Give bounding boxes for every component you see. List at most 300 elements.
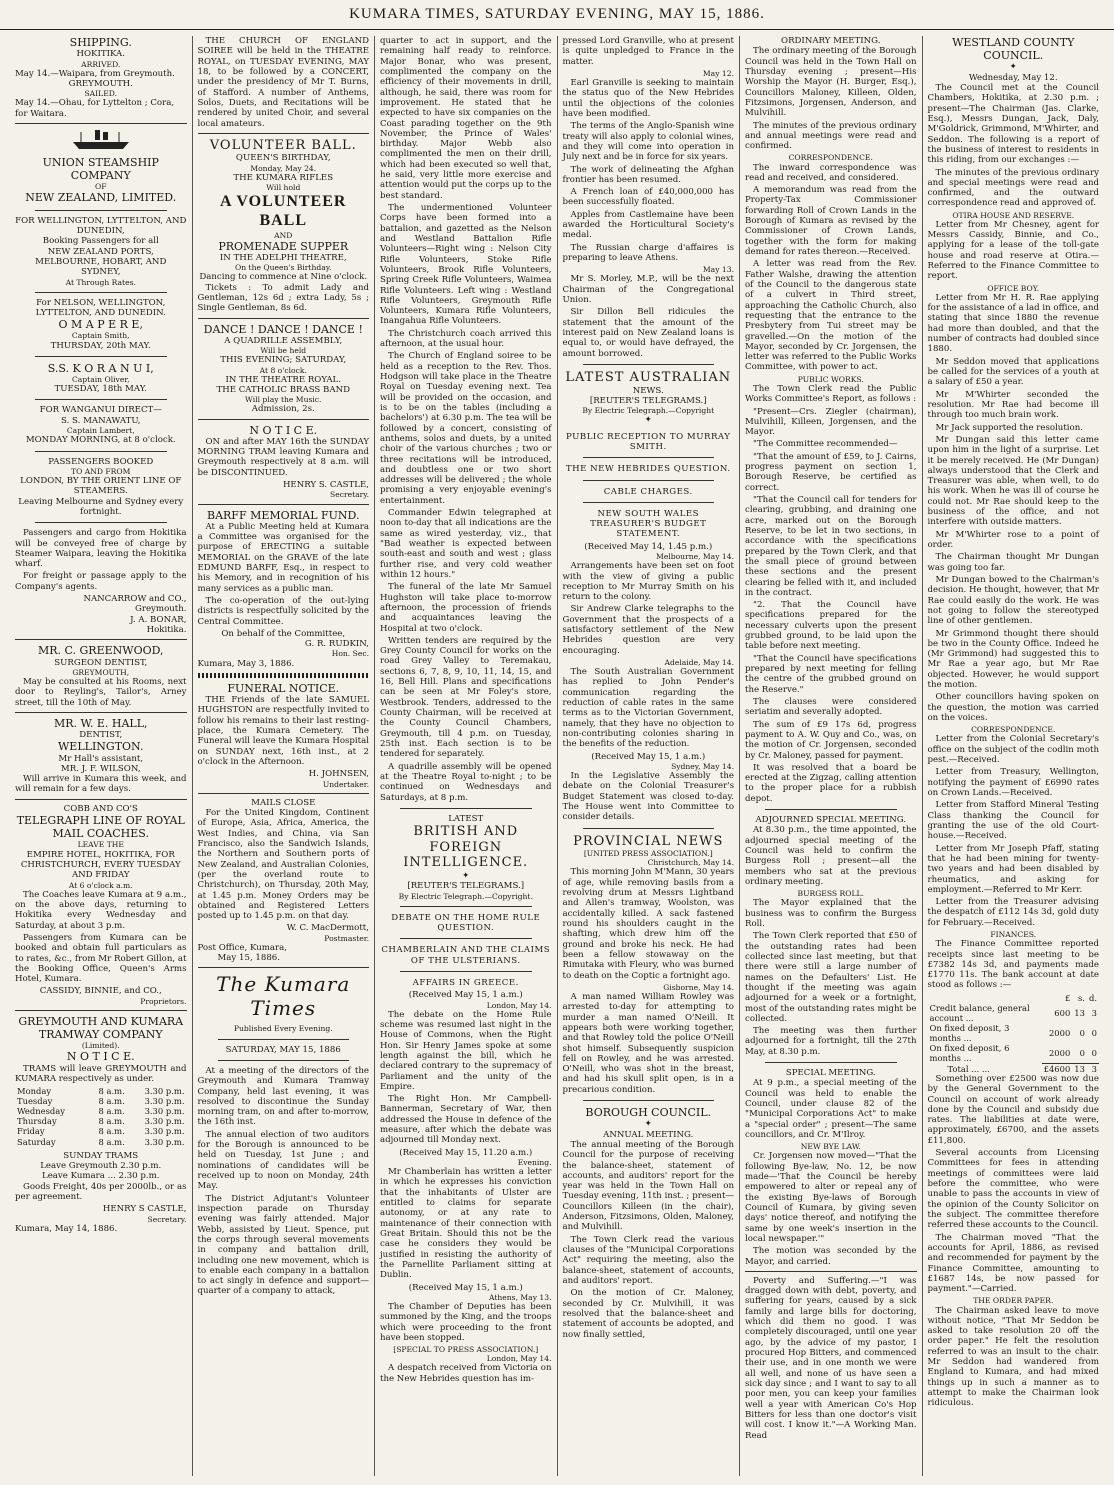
c3-coach: The Christchurch coach arrived this afternoon, at the usual hour. — [380, 328, 552, 350]
vb-tickets: Tickets : To admit Lady and Gentleman, 12s 6d ; extra Lady, 5s ; Single Gentleman, 8s 6d. — [197, 282, 369, 314]
finance-label: On fixed deposit, 3 months ... — [929, 1022, 1010, 1044]
captain-smith: Captain Smith, — [71, 331, 130, 341]
c3-bannerman: The Right Hon. Mr Campbell-Bannerman, Secretary of War, then addressed the House in defence of the measure, after which the debate was adjourned till Monday next. — [380, 1094, 552, 1146]
column-4 — [558, 36, 741, 1476]
koranui-date: TUESDAY, 18th MAY. — [54, 384, 148, 395]
c3-chamberlain: CHAMBERLAIN AND THE CLAIMS OF THE ULSTERIANS. — [381, 945, 551, 966]
finance-header-row — [928, 993, 1100, 1003]
tram-cell-p: 3.30 p.m. — [144, 1126, 185, 1137]
freight-note: For freight or passage apply to the Company's agents. — [15, 571, 187, 592]
c6-p16: Letter from Stafford Mineral Testing Class thanking the Council for granting the use of the old Court-house.—Received. — [927, 800, 1099, 842]
c5-p18: The Town Clerk reported that £50 of the outstanding rates had been collected since last meeting, but that there were still a large number of names on the Defaulters' List. He thought if the meeting was again adjourned for a week or a fortnight, most of the outstanding rates might be collected. — [745, 931, 917, 1024]
usc-wellington: FOR WELLINGTON, LYTTELTON, AND DUNEDIN, — [15, 215, 187, 236]
c3-battalion: The undermentioned Volunteer Corps have been formed into a battalion, and gazetted as the Nelson and Westland Battalion Rifle Volunteers—Right wing : Nelson City Rifle Volunteers, Stoke Rifle Volunteers, Brook Rifle Volunteers, Spring Creek Rifle Volunteers, Waimea Rifle Volunteers. Left wing : Westland Rifle Volunteers, Greymouth Rifle Volunteers, Kumara Rifle Volunteers, Inangahua Rifle Volunteers. — [380, 203, 552, 327]
c6-p11: Mr Dungan bowed to the Chairman's decision. He thought, however, that Mr Rae could easily do the work. He was not going to follow the stereotyped line of other gentlemen. — [927, 574, 1099, 627]
c4-gisborne: Gisborne, May 14. — [663, 982, 734, 992]
c5-p19: The meeting was then further adjourned for a fortnight, till the 27th May, at 8.30 p.m. — [745, 1026, 917, 1057]
c6-p1: The Council met at the Council Chambers, Hokitika, at 2.30 p.m. ; present—The Chairman (Jas. Clarke, Esq.), Messrs Dungan, Jack, Daly, M'Goldrick, Grimmond, M'Whirter, and Seddon. The following is a report of the business of interest to residents in this riding, from our exchanges :— — [927, 83, 1099, 166]
c6-p2: The minutes of the previous ordinary and special meetings were read and confirmed, and the outward correspondence read and approved of. — [927, 167, 1099, 209]
c3-received-1: (Received May 15, 1 a.m.) — [408, 990, 523, 1001]
barff-heading: BARFF MEMORIAL FUND. — [207, 508, 360, 522]
greenwood-title: MR. C. GREENWOOD, — [37, 644, 164, 658]
c3-volunteers-cont: quarter to act in support, and the remaining half ready to reinforce. Major Bonar, who was present, complimented the company on the efficiency of their movements in drill, although, he said, there was room for improvement. He stated that he expected to have six companies on the Coast parading together on the 9th November, the Prince of Wales' birthday. Major Webb also complimented the men on their drill, which had been executed so well that, he said, very little more exercise and attention would put the corps up to the best standard. — [380, 36, 552, 201]
c4-town-clerk: The Town Clerk read the various clauses of the "Municipal Corporations Act" requiring the meeting, also the balance-sheet, statement of accounts, and auditors' report. — [562, 1234, 734, 1286]
c4-afghan: The work of delineating the Afghan frontier has been resumed. — [562, 164, 734, 185]
c3-london: London, May 14. — [486, 1000, 552, 1010]
tramway-title: GREYMOUTH AND KUMARA TRAMWAY COMPANY — [18, 1014, 184, 1042]
c6-westland: WESTLAND COUNTY COUNCIL. — [952, 36, 1075, 63]
c4-news: NEWS. — [632, 385, 664, 396]
c3-chamber: The Chamber of Deputies has been summoned by the King, and the troops which were proceeding to the front have been stopped. — [380, 1301, 552, 1343]
c5-p4: A memorandum was read from the Property-Tax Commissioner forwarding Roll of Crown Lands in the Borough of Kumara as revised by the Commissioner of Crown Lands, together with the form for making demand for rates thereon.—Received. — [745, 185, 917, 258]
c6-p9: Mr M'Whirter rose to a point of order. — [927, 529, 1099, 551]
c4-maloney: On the motion of Cr. Maloney, seconded by Cr. Mulvihill, it was resolved that the balance-sheet and statement of accounts be adopted, and now finally settled, — [562, 1288, 734, 1340]
c3-quadrille: A quadrille assembly will be opened at the Theatre Royal to-night ; to be continued on Wednesdays and Saturdays, at 8 p.m. — [380, 761, 552, 803]
cobb-text-1: The Coaches leave Kumara at 9 a.m., on the above days, returning to Hokitika every Wednesday and Saturday, at about 3 p.m. — [15, 889, 187, 931]
c5-special: SPECIAL MEETING. — [785, 1068, 876, 1079]
c5-p2: The minutes of the previous ordinary and annual meetings were read and confirmed. — [745, 120, 917, 152]
castle-sign: HENRY S CASTLE, — [102, 1204, 187, 1215]
c4-cable: CABLE CHARGES. — [603, 486, 693, 497]
c4-french-loan: A French loan of £40,000,000 has been successfully floated. — [562, 187, 734, 208]
hall-wilson: MR. J. F. WILSON, — [60, 763, 141, 774]
c5-bye-law: NEW BYE LAW. — [800, 1142, 861, 1152]
c6-date: Wednesday, May 12. — [968, 72, 1058, 83]
finance-header-cell: s. — [1078, 992, 1085, 1003]
c5-p9: "That the amount of £59, to J. Cairns, progress payment on section 1, Borough Reserve, be certified as correct. — [745, 451, 917, 493]
tram-cell-p: 3.30 p.m. — [144, 1136, 185, 1147]
dance-assembly: A QUADRILLE ASSEMBLY, — [224, 335, 343, 346]
c3-copyright: By Electric Telegraph.—Copyright. — [398, 891, 533, 901]
c6-p14: Letter from the Colonial Secretary's office on the subject of the codlin moth pest.—Received. — [927, 734, 1099, 766]
mails-postmaster: Postmaster. — [324, 933, 369, 943]
arrived-line: May 14.—Waipara, from Greymouth. — [15, 68, 175, 79]
barff-cooperation: The co-operation of the out-lying districts is respectfully solicited by the Central Committee. — [197, 595, 369, 627]
tram-cell-a: 8 a.m. — [98, 1096, 125, 1107]
agent-bonar-place: Hokitika. — [146, 625, 187, 635]
mails-postmaster-name: W. C. MacDermott, — [286, 923, 369, 934]
c5-p11: "2. That the Council have specifications prepared for the necessary culverts upon the present grubbed ground, to be laid upon the table before next meeting. — [745, 600, 917, 652]
c4-apples: Apples from Castlemaine have been awarded the Horticultural Society's medal. — [562, 209, 734, 241]
local-auditors: The annual election of two auditors for the Borough is announced to be held on Tuesday, 1st June ; and nominations of candidates will be received up to noon on Monday, 24th May. — [197, 1129, 369, 1192]
sunday-greymouth: Leave Greymouth 2.30 p.m. — [40, 1160, 162, 1171]
c3-weather: Commander Edwin telegraphed at noon to-day that all indications are the same as wired yesterday, viz., that "Bad weather is expected between south-east and south and west ; glass further rise, and very cold weather within 12 hours." — [380, 508, 552, 580]
c4-divider-glyph: ✦ — [644, 415, 652, 426]
c4-received-2: (Received May 15, 1 a.m.) — [591, 751, 706, 762]
greenwood-role: SURGEON DENTIST, — [54, 657, 148, 668]
greymouth-heading: GREYMOUTH. — [68, 78, 133, 89]
c4-provincial-news: PROVINCIAL NEWS — [573, 833, 724, 849]
c3-home-rule: DEBATE ON THE HOME RULE QUESTION. — [391, 912, 541, 933]
c4-rowley: A man named William Rowley was arrested to-day for attempting to murder a man named O'Neill. It appears both were working together, and that Rowley told the police O'Neill shot himself. Subsequently suspicion fell on Rowley, and he was arrested. O'Neill, who was shot in the breast, and had his skull split open, is in a precarious condition. — [562, 991, 734, 1095]
usc-of: OF — [95, 182, 107, 192]
shipping-heading: SHIPPING. — [69, 36, 132, 49]
c5-adjourned: ADJOURNED SPECIAL MEETING. — [755, 815, 907, 826]
ornament-rule — [198, 673, 370, 678]
column-2 — [193, 36, 376, 1476]
c5-p13: The clauses were considered seriatim and severally adopted. — [745, 696, 917, 718]
finance-value: 2000 — [1048, 1028, 1071, 1039]
c5-p16: At 8.30 p.m., the time appointed, the adjourned special meeting of the Council was held to confirm the Burgess Roll ; present—all the members who sat at the previous ordinary meeting. — [745, 825, 917, 887]
arrived-label: ARRIVED. — [81, 59, 121, 69]
vb-date: Monday, May 24. — [250, 163, 317, 173]
tram-cell-d: Tuesday — [17, 1096, 53, 1107]
finance-total-value: 3 — [1087, 1063, 1099, 1074]
kumara-times-nameplate: The Kumara Times — [216, 972, 351, 1021]
c4-morley: Mr S. Morley, M.P., will be the next Chairman of the Congregational Union. — [562, 274, 734, 306]
manawatu-date: MONDAY MORNING, at 8 o'clock. — [25, 435, 176, 446]
castle-sec: Secretary. — [147, 1214, 187, 1224]
c4-clarke: Sir Andrew Clarke telegraphs to the Government that the prospects of a satisfactory settlement of the New Hebrides question are very encouraging. — [562, 604, 734, 656]
c5-p1: The ordinary meeting of the Borough Council was held in the Town Hall on Thursday evening ; present—His Worship the Mayor (H. Burger, Esq.), Councillors Maloney, Killeen, Olden, Fitzsimons, Jorgensen, Anderson, and Mulvihill. — [745, 46, 917, 119]
usc-through: At Through Rates. — [65, 277, 136, 287]
cobb-leave: LEAVE THE — [77, 840, 124, 850]
tram-notice-text: ON and after MAY 16th the SUNDAY MORNING TRAM leaving Kumara and Greymouth respectively at 8 a.m. will be DISCONTINUED. — [197, 436, 369, 478]
c5-p8: "The Committee recommended— — [753, 439, 898, 450]
tram-row — [15, 1137, 187, 1147]
c5-p6: The Town Clerk read the Public Works Committee's Report, as follows : — [745, 383, 917, 405]
finance-row — [928, 1043, 1100, 1063]
dance-heading: DANCE ! DANCE ! DANCE ! — [203, 322, 363, 336]
c4-mmann: This morning John M'Mann, 30 years of age, while removing basils from a revolving drum at Messrs Lightband and Allen's tramway, Woolston, was accidentally killed. A sack fastened round his shoulders caught in the shafting, which drew him off the ground and broke his neck. He had been a fellow stowaway on the Rimutaka with Fleury, who was burned to death on the Coptic a fortnight ago. — [562, 867, 734, 981]
column-5 — [740, 36, 923, 1476]
agent-nancarrow: NANCARROW and CO., — [83, 594, 187, 605]
tram-cell-p: 3.30 p.m. — [144, 1106, 185, 1117]
c4-russian: The Russian charge d'affaires is preparing to leave Athens. — [562, 242, 734, 264]
usc-booking: Booking Passengers for all — [42, 236, 159, 247]
c4-date-may13: May 13. — [702, 265, 734, 275]
wanganui-heading: FOR WANGANUI DIRECT— — [39, 405, 162, 416]
vb-rifles: THE KUMARA RIFLES — [233, 172, 334, 183]
c4-annual-meeting: ANNUAL MEETING. — [603, 1129, 694, 1140]
barff-behalf: On behalf of the Committee, — [221, 628, 346, 639]
tram-notice-heading: N O T I C E. — [249, 423, 318, 437]
c4-status-quo: Earl Granville is seeking to maintain the status quo of the New Hebrides until the objections of the colonies have been modified. — [562, 78, 734, 119]
c3-greece: AFFAIRS IN GREECE. — [412, 977, 519, 988]
dance-venue: IN THE THEATRE ROYAL. — [225, 374, 341, 385]
hall-role: DENTIST, — [79, 730, 123, 741]
dance-band: THE CATHOLIC BRASS BAND — [216, 384, 350, 395]
c4-copyright: By Electric Telegraph.—Copyright — [582, 406, 715, 416]
c6-p3: Letter from Mr Chesney, agent for Messrs Cassidy, Binnie, and Co., applying for a lease of the toll-gate house and road reserve at Otira.—Referred to the Finance Committee to report. — [927, 219, 1099, 282]
finance-value: 2000 — [1048, 1047, 1071, 1058]
c6-p17: Letter from Mr Joseph Pfaff, stating that he had been mining for twenty-two years and had been disabled by rheumatics, and asking for employment.—Referred to Mr Kerr. — [927, 843, 1099, 895]
mails-post-office: Post Office, Kumara, — [197, 942, 287, 953]
agent-nancarrow-place: Greymouth. — [135, 604, 187, 615]
c3-london-2: London, May 14. — [486, 1354, 552, 1364]
tram-row — [15, 1086, 187, 1096]
steamship-icon — [71, 128, 131, 152]
c5-p12: "That the Council have specifications prepared by next meeting for felling the centre of the grubbed ground on the Reserve." — [745, 653, 917, 695]
sunday-kumara: Leave Kumara ... 2.30 p.m. — [42, 1171, 160, 1182]
greenwood-place: GREYMOUTH, — [72, 667, 130, 677]
c4-divider-glyph-2: ✦ — [644, 1119, 652, 1130]
barff-rudkin: G. R. RUDKIN, — [304, 639, 369, 650]
vb-and: AND — [274, 230, 293, 240]
tram-notice-sign: HENRY S. CASTLE, — [282, 480, 369, 491]
c4-borough-council: BOROUGH COUNCIL. — [585, 1106, 712, 1120]
c6-p10: The Chairman thought Mr Dungan was going too far. — [927, 552, 1099, 573]
finance-table — [928, 993, 1100, 1074]
column-3 — [375, 36, 558, 1476]
tram-cell-a: 8 a.m. — [98, 1106, 125, 1117]
finance-header-cell: d. — [1088, 992, 1097, 1003]
tram-cell-a: 8 a.m. — [98, 1116, 125, 1127]
tram-cell-p: 3.30 p.m. — [144, 1116, 185, 1127]
tramway-limited: (Limited). — [81, 1041, 120, 1051]
tram-row — [15, 1106, 187, 1116]
c6-otira: OTIRA HOUSE AND RESERVE. — [952, 210, 1075, 220]
finance-label: Credit balance, general account ... — [929, 1002, 1030, 1023]
column-6 — [923, 36, 1105, 1476]
vb-supper: PROMENADE SUPPER — [218, 239, 349, 253]
cargo-note: Passengers and cargo from Hokitika will be conveyed free of charge by Steamer Waipara, leaving the Hokitika wharf. — [15, 528, 187, 570]
c6-p20: Something over £2500 was now due by the General Government to the Council on account of work already done by the Council and subsidy due rates. The liabilities at date were, approximately, £6700, and the assets £11,800. — [927, 1073, 1099, 1146]
tram-date: Kumara, May 14, 1886. — [15, 1223, 118, 1234]
volunteer-ball-heading: VOLUNTEER BALL. — [209, 137, 357, 153]
c3-reuters: [REUTER'S TELEGRAMS.] — [407, 881, 525, 892]
finance-label: On fixed deposit, 6 months ... — [929, 1043, 1010, 1064]
c4-reuters: [REUTER'S TELEGRAMS.] — [589, 395, 707, 406]
vb-theatre: IN THE ADELPHI THEATRE, — [219, 252, 347, 263]
tram-cell-a: 8 a.m. — [98, 1136, 125, 1147]
c4-upa: [UNITED PRESS ASSOCIATION.] — [583, 849, 713, 859]
tram-row — [15, 1126, 187, 1136]
vb-dancing: Dancing to commence at Nine o'clock. — [199, 272, 368, 283]
c6-p4: Letter from Mr H. R. Rae applying for the assistance of a lad in office, and stating that since 1880 the revenue had more than doubled, and that the number of contracts had doubled since 1880. — [927, 292, 1099, 355]
c3-debate: The debate on the Home Rule scheme was resumed last night in the House of Commons, when the Right Hon. Sir Henry James spoke at some length against the bill, which he declared contrary to the supremacy of Parliament and the unity of the Empire. — [380, 1009, 552, 1092]
captain-lambert: Captain Lambert, — [66, 426, 135, 436]
dance-admission: Admission, 2s. — [251, 404, 315, 415]
c3-british-foreign: BRITISH AND FOREIGN INTELLIGENCE. — [403, 824, 529, 871]
c5-p15: It was resolved that a board be erected at the Zigzag, calling attention to the proper place for a rubbish depot. — [745, 762, 917, 804]
tramway-notice: N O T I C E. — [66, 1050, 135, 1064]
c4-received-1: (Received May 14, 1.45 p.m.) — [584, 541, 713, 552]
cobb-title: COBB AND CO'S — [63, 803, 138, 814]
c6-correspondence: CORRESPONDENCE. — [971, 725, 1056, 735]
tram-cell-d: Thursday — [17, 1116, 57, 1127]
c4-latest-australian: LATEST AUSTRALIAN — [565, 369, 732, 385]
c4-nsw-budget: NEW SOUTH WALES TREASURER'S BUDGET STATEMENT. — [590, 508, 707, 540]
c5-p17: The Mayor explained that the business was to confirm the Burgess Roll. — [745, 898, 917, 930]
agent-bonar: J. A. BONAR, — [130, 614, 187, 625]
c5-p10: "That the Council call for tenders for clearing, grubbing, and draining one acre, marked out on the Borough Reserve, to be let in two sections, in accordance with the specifications prepared by the Town Clerk, and that the small piece of ground between these sections and the present clearing be felled with it, and included in the contract. — [745, 495, 917, 598]
c3-evening: Evening. — [517, 1158, 552, 1167]
hokitika-heading: HOKITIKA. — [76, 49, 125, 60]
c5-p5: A letter was read from the Rev. Father Walshe, drawing the attention of the Council to the dangerous state of a culvert in Third street, approaching the Catholic Church, also requesting that the entrance to the Presbytery from Tui street may be gravelled.—On the motion of the Mayor, seconded by Cr. Jorgensen, the letter was referred to the Public Works Committee, with power to act. — [745, 259, 917, 373]
masthead: KUMARA TIMES, SATURDAY EVENING, MAY 15, 1886. — [0, 6, 1114, 30]
orient-line: LONDON, BY THE ORIENT LINE OF STEAMERS. — [20, 475, 182, 497]
barff-text: At a Public Meeting held at Kumara a Committee was organised for the purpose of ERECTING a suitable MEMORIAL on the GRAVE of the late EDMUND BARFF, Esq., in respect to his Memory, and in recognition of his many services as a public man. — [197, 521, 369, 594]
hall-title: MR. W. E. HALL, — [53, 716, 148, 730]
dance-music: Will play the Music. — [245, 395, 322, 405]
c6-p19: The Finance Committee reported receipts since last meeting to be £7382 14s 3d, and payments made £1770 11s. The bank account at date stood as follows :— — [927, 939, 1099, 991]
c6-office-boy: OFFICE BOY. — [987, 283, 1040, 293]
finance-header-cell: £ — [1064, 992, 1071, 1003]
c5-p7: "Present—Crs. Ziegler (chairman), Mulvihill, Killeen, Jorgensen, and the Mayor. — [745, 406, 917, 438]
cobb-empire: EMPIRE HOTEL, HOKITIKA, FOR CHRISTCHURCH, EVERY TUESDAY AND FRIDAY — [20, 849, 181, 881]
tram-row — [15, 1096, 187, 1106]
ship-omapere: O M A P E R E, — [58, 318, 143, 332]
hall-assistant: Mr Hall's assistant, — [58, 753, 144, 764]
finance-value: 0 — [1079, 1028, 1085, 1039]
tram-cell-p: 3.30 p.m. — [144, 1086, 185, 1097]
finance-row — [928, 1023, 1100, 1043]
cobb-text-2: Passengers from Kumara can be booked and obtain full particulars as to rates, &c., from Mr Robert Gillon, at the Booking Office, Queen's Arms Hotel, Kumara. — [15, 932, 187, 985]
c4-christchurch: Christchurch, May 14. — [647, 858, 734, 868]
c6-p21: Several accounts from Licensing Committees for fees in attending meetings of committees were laid before the committee, who were unable to pass the accounts in view of the opinion of the County Solicitor on the subject. The committee therefore referred these accounts to the Council. — [927, 1148, 1099, 1231]
cobb-proprietors: CASSIDY, BINNIE, and CO., — [39, 986, 162, 997]
local-tramway: At a meeting of the directors of the Greymouth and Kumara Tramway Company, held last evening, it was resolved to discontinue the Sunday morning tram, on and after to-morrow, the 16th inst. — [197, 1065, 369, 1128]
c6-p22: The Chairman moved "That the accounts for April, 1886, as revised and recommended for payment by the Finance Committee, amounting to £1687 14s, be now passed for payment."—Carried. — [927, 1232, 1099, 1295]
finance-total-label: Total ... ... — [947, 1063, 990, 1074]
c5-burgess: BURGESS ROLL. — [797, 889, 864, 899]
c4-adelaide: Adelaide, May 14. — [664, 658, 734, 668]
finance-value: 0 — [1091, 1028, 1097, 1039]
cobb-proprietors-label: Proprietors. — [140, 996, 187, 1006]
dance-evening: THIS EVENING; SATURDAY, — [220, 355, 347, 366]
finance-total-value: 13 — [1074, 1063, 1085, 1074]
c6-p8: Mr Dungan said this letter came upon him in the light of a surprise. Let it be merely received. He (Mr Dungan) always understood that the Clerk and Treasurer was able, when well, to do his work. When he was ill of course he could not. Mr Rae should keep to the business of the office, and not interfere with outside matters. — [927, 434, 1099, 528]
usc-title-2: NEW ZEALAND, LIMITED. — [25, 191, 177, 205]
barff-date: Kumara, May 3, 1886. — [197, 658, 295, 669]
finance-total-value: £4600 — [1043, 1063, 1071, 1074]
c6-p13: Other councillors having spoken on the question, the motion was carried on the voices. — [927, 692, 1099, 724]
sailed-line: May 14.—Ohau, for Lyttelton ; Cora, for Waitara. — [15, 98, 175, 119]
c5-p3: The inward correspondence was read and received, and considered. — [745, 162, 917, 183]
c6-p15: Letter from Treasury, Wellington, notifying the payment of £6990 rates on Crown Lands.—Received. — [927, 767, 1099, 799]
funeral-text: THE Friends of the late SAMUEL HUGHSTON are respectfully invited to follow his remains to their last resting-place, the Kumara Cemetery. The Funeral will leave the Kumara Hospital on SUNDAY next, 16th inst., at 2 o'clock in the Afternoon. — [197, 695, 369, 767]
tram-row — [15, 1116, 187, 1126]
c3-athens: Athens, May 13. — [489, 1292, 552, 1302]
funeral-johnsen: H. JOHNSEN, — [308, 769, 369, 780]
finance-value: 3 — [1091, 1007, 1097, 1018]
funeral-undertaker: Undertaker. — [322, 779, 369, 789]
cobb-line: TELEGRAPH LINE OF ROYAL MAIL COACHES. — [16, 814, 185, 841]
c5-p20: At 9 p.m., a special meeting of the Council was held to enable the Council, under clause 82 of the "Municipal Corporations Act" to make a "special order" ; present—The same councillors, and Cr. M'Ilroy. — [745, 1078, 917, 1140]
c4-sydney: Sydney, May 14. — [671, 761, 734, 771]
vb-ball-title: A VOLUNTEER BALL — [220, 193, 347, 230]
c5-p21: Cr. Jorgensen now moved—"That the following Bye-law, No. 12, be now made—'That the Council be hereby empowered to alter or repeal any of the existing Bye-laws of Borough Council of Kumara, by giving seven days' notice thereof, and notifying the same by one week's insertion in the local newspaper.'" — [745, 1151, 917, 1244]
c3-funeral: The funeral of the late Mr Samuel Hughston will take place to-morrow afternoon, the procession of friends and acquaintances leaving the Hospital at two o'clock. — [380, 582, 552, 634]
hall-place: WELLINGTON. — [58, 740, 144, 754]
omapere-date: THURSDAY, 20th MAY. — [50, 340, 151, 351]
to-and-from: TO AND FROM — [71, 466, 131, 476]
cobb-time: At 6 o'clock a.m. — [68, 880, 133, 890]
c5-correspondence: CORRESPONDENCE. — [788, 153, 873, 163]
sunday-trams: SUNDAY TRAMS — [63, 1150, 139, 1161]
c6-order-paper: THE ORDER PAPER. — [973, 1296, 1054, 1306]
local-volunteers: The District Adjutant's Volunteer inspection parade on Thursday evening was fairly attended. Major Webb, assisted by Lieut. Spence, put the corps through several movements in company and battalion drill, including one new movement, which is to enable each company in a battalion to act singly in defence and support—quarter of a company to attack, — [197, 1193, 369, 1297]
usc-ports: NEW ZEALAND PORTS, MELBOURNE, HOBART, AND SYDNEY, — [35, 246, 167, 278]
vb-on-birthday: On the Queen's Birthday. — [235, 263, 332, 273]
mails-heading: MAILS CLOSE — [251, 797, 316, 808]
tram-cell-d: Friday — [17, 1126, 45, 1137]
finance-value: 13 — [1074, 1007, 1085, 1018]
church-soiree-ad: THE CHURCH OF ENGLAND SOIREE will be held in the THEATRE ROYAL, on TUESDAY EVENING, MAY 18, to be followed by a CONCERT, under the presidency of Mr T. Burns, of Stafford. A number of Anthems, Solos, Duets, and Recitations will be rendered by united Choir, and several local amateurs. — [197, 36, 369, 129]
c5-public-works: PUBLIC WORKS. — [797, 374, 864, 384]
finance-value: 0 — [1091, 1047, 1097, 1058]
tram-cell-p: 3.30 p.m. — [144, 1096, 185, 1107]
c6-p7: Mr Jack supported the resolution. — [935, 422, 1083, 433]
c6-finances: FINANCES. — [990, 930, 1037, 940]
c4-date-may12: May 12. — [702, 68, 734, 78]
tram-cell-a: 8 a.m. — [98, 1126, 125, 1137]
c5-p22: The motion was seconded by the Mayor, and carried. — [745, 1246, 917, 1267]
tram-notice-sec: Secretary. — [330, 490, 369, 500]
c4-annual-text: The annual meeting of the Borough Council for the purpose of receiving the balance-sheet, statement of accounts, and auditors' report for the year was held in the Town Hall on Tuesday evening, 11th inst. ; present—Councillors Killeen (in the chair), Anderson, Fitzsimons, Olden, Maloney, and Mulvihill. — [562, 1139, 734, 1233]
funeral-heading: FUNERAL NOTICE. — [227, 681, 340, 695]
captain-oliver: Captain Oliver, — [71, 375, 130, 385]
c6-p5: Mr Seddon moved that applications be called for the services of a youth at a salary of £50 a year. — [927, 356, 1099, 388]
c4-murray-smith: PUBLIC RECEPTION TO MURRAY SMITH. — [566, 431, 731, 452]
ship-manawatu: S. S. MANAWATU, — [60, 415, 141, 426]
mails-date: May 15, 1886. — [217, 953, 281, 964]
c6-p18: Letter from the Treasurer advising the despatch of £112 14s 3d, gold duty for February.—Received. — [927, 897, 1099, 928]
c5-p14: The sum of £9 17s 6d, progress payment to A. W. Quy and Co., was, on the motion of Cr. Jorgensen, seconded by Cr. Maloney, passed for payment. — [745, 719, 917, 761]
c3-latest: LATEST — [448, 813, 484, 824]
finance-value: 600 — [1054, 1007, 1071, 1018]
mails-text: For the United Kingdom, Continent of Europe, Asia, Africa, America, the West Indies, and China, via San Francisco, also the Sandwich Islands, the Northern and Southern ports of New Zealand, and Australian Colonies, (per the overland route to Christchurch), on Thursday, 20th May, at 1.45 p.m. Money Orders may be obtained and Registered Letters posted up to 1.45 p.m. on that day. — [197, 808, 369, 922]
tramway-text: TRAMS will leave GREYMOUTH and KUMARA respectively as under. — [15, 1063, 187, 1084]
finance-header-blank — [928, 993, 1042, 1003]
ship-koranui: S.S. K O R A N U I, — [47, 361, 154, 375]
finance-total-row — [928, 1063, 1100, 1074]
c3-special: [SPECIAL TO PRESS ASSOCIATION.] — [393, 1345, 539, 1355]
c6-p6: Mr M'Whirter seconded the resolution. Mr Rae had become ill through too much brain work. — [927, 389, 1099, 421]
union-steamship-title: UNION STEAMSHIP COMPANY — [42, 155, 159, 183]
c3-received-3: (Received May 15, 1 a.m.) — [408, 1282, 523, 1293]
tram-cell-d: Monday — [17, 1086, 52, 1097]
c4-granville: pressed Lord Granville, who at present is quite unpledged to France in the matter. — [562, 36, 734, 67]
barff-hon-sec: Hon. Sec. — [331, 649, 369, 659]
c4-wine: The terms of the Anglo-Spanish wine treaty will also apply to colonial wines, and they will come into operation in July next and be in force for six years. — [562, 121, 734, 163]
c6-p12: Mr Grimmond thought there should be two in the County Office. Indeed he (Mr Grimmond) had suggested this to Mr Rae a year ago, but Mr Rae objected. However, he would support the motion. — [927, 628, 1099, 691]
tram-timetable — [15, 1086, 187, 1146]
dance-will-be-held: Will be held — [260, 346, 307, 356]
c4-melbourne: Melbourne, May 14. — [656, 552, 734, 562]
c5-hop-bitters: Poverty and Suffering.—"I was dragged down with debt, poverty, and suffering for years, caused by a sick family and large bills for doctoring, which did them no good. I was completely discouraged, until one year ago, by the advice of my pastor, I procured Hop Bitters, and commenced their use, and in one month we were all well, and none of us have seen a sick day since ; and I want to say to all poor men, you can keep your families well a year with American Co's Hop Bitters for less than one doctor's visit will cost. I know it."—A Working Man. Read — [745, 1275, 917, 1441]
c3-divider-glyph: ✦ — [462, 870, 470, 881]
dance-time: At 8 o'clock. — [259, 365, 307, 375]
c3-tenders: Written tenders are required by the Grey County Council for works on the road Grey Valley to Teremakau, sections 6, 7, 8, 9, 10, 11, 14, 15, and 16, Bell Hill. Plans and specifications can be seen at Mr Foley's store, Westbrook. Tenders, addressed to the County Chairman, will be received at the County Council Chambers, Greymouth, till 4 p.m. on Tuesday, 25th inst. Each section is to be tendered for separately. — [380, 635, 552, 760]
tram-cell-d: Saturday — [17, 1136, 56, 1147]
hall-text: Will arrive in Kumara this week, and will remain for a few days. — [15, 774, 187, 795]
passengers-booked: PASSENGERS BOOKED — [48, 456, 154, 467]
c4-pender: The South Australian Government has replied to John Pender's communication regarding the reduction of cable rates in the same terms as to the Victorian Government, namely, that they have no objection to non-contributing colonies sharing in the benefits of the reduction. — [562, 667, 734, 750]
c3-soiree: The Church of England soiree to be held as a reception to the Rev. Thos. Hodgson will take place in the Theatre Royal on Tuesday evening next. Tea will be provided on the occasion, and is to be on the tables (including a bachelors') at 6.30 p.m. The tea will be followed by a concert, consisting of anthems, solos and duets, by a united choir of the various churches ; two or three recitations will be introduced, and doubtless one or two short addresses will be delivered ; the whole promising a very enjoyable evening's entertainment. — [380, 351, 552, 506]
orient-fortnight: Leaving Melbourne and Sydney every fortnight. — [18, 496, 184, 517]
c5-ordinary: ORDINARY MEETING. — [781, 36, 881, 46]
tram-cell-d: Wednesday — [17, 1106, 65, 1117]
usc-for-nelson: For NELSON, WELLINGTON, LYTTELTON, AND DUNEDIN. — [35, 297, 166, 318]
finance-value: 0 — [1079, 1047, 1085, 1058]
c6-divider-glyph: ✦ — [1009, 62, 1017, 73]
c4-legislative: In the Legislative Assembly the debate on the Colonial Treasurer's Budget Statement was closed to-day. The House went into Committee to consider details. — [562, 771, 734, 823]
goods-freight: Goods Freight, 40s per 2000lb., or as per agreement. — [15, 1181, 187, 1202]
greenwood-text: May be consulted at his Rooms, next door to Reyling's, Tailor's, Arney street, till the 10th of May. — [15, 676, 187, 708]
leader-date: SATURDAY, MAY 15, 1886 — [225, 1044, 341, 1055]
c4-reception: Arrangements have been set on foot with the view of giving a public reception to Mr Murray Smith on his return to the colony. — [562, 561, 734, 603]
c3-ulster: Mr Chamberlain has written a letter in which he expresses his conviction that the inhabitants of Ulster are entitled to claims for separate autonomy, or at any rate to maintenance of their connection with Great Britain. Should this not be the case he considers they would be justified in resisting the authority of the Parnellite Parliament sitting at Dublin. — [380, 1167, 552, 1281]
c3-victoria: A despatch received from Victoria on the New Hebrides question has im- — [380, 1363, 552, 1384]
sailed-label: SAILED. — [84, 89, 117, 99]
column-1 — [10, 36, 193, 1476]
tram-cell-a: 8 a.m. — [98, 1086, 125, 1097]
vb-will-hold: Will hold — [266, 183, 301, 193]
published-every-evening: Published Every Evening. — [233, 1024, 333, 1034]
vb-queens-birthday: QUEEN'S BIRTHDAY, — [235, 153, 331, 164]
